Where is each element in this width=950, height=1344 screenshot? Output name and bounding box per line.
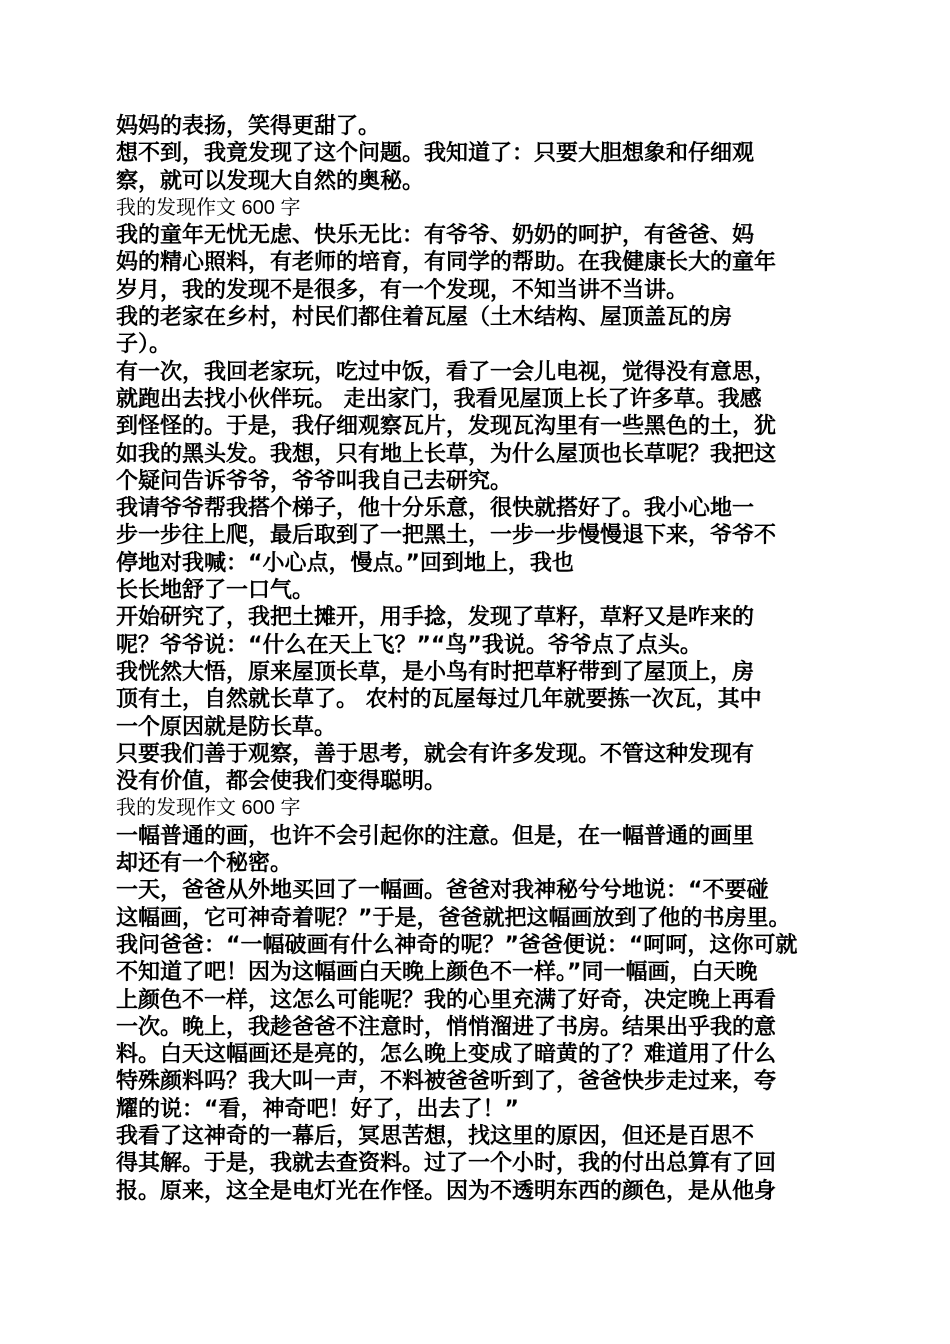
section-heading: 我的发现作文 600 字 bbox=[116, 797, 301, 820]
text-line: 开始研究了，我把土摊开，用手捻，发现了草籽，草籽又是咋来的 bbox=[116, 605, 755, 631]
text-line: 我请爷爷帮我搭个梯子，他十分乐意，很快就搭好了。我小心地一 bbox=[116, 496, 755, 522]
text-line: 一个原因就是防长草。 bbox=[116, 714, 337, 740]
text-line: 我的老家在乡村，村民们都住着瓦屋（土木结构、屋顶盖瓦的房 bbox=[116, 305, 733, 331]
text-line: 察，就可以发现大自然的奥秘。 bbox=[116, 168, 425, 194]
text-line: 步一步往上爬，最后取到了一把黑土，一步一步慢慢退下来，爷爷不 bbox=[116, 523, 777, 549]
text-line: 停地对我喊：“小心点，慢点。”回到地上，我也 bbox=[116, 550, 574, 576]
text-line: 岁月，我的发现不是很多，有一个发现，不知当讲不当讲。 bbox=[116, 277, 689, 303]
text-line: 如我的黑头发。我想，只有地上长草，为什么屋顶也长草呢？我把这 bbox=[116, 441, 777, 467]
text-line: 到怪怪的。于是，我仔细观察瓦片，发现瓦沟里有一些黑色的土，犹 bbox=[116, 414, 777, 440]
text-line: 妈妈的表扬，笑得更甜了。 bbox=[116, 114, 381, 139]
text-line: 个疑问告诉爷爷，爷爷叫我自己去研究。 bbox=[116, 468, 513, 494]
text-line: 顶有土，自然就长草了。 农村的瓦屋每过几年就要拣一次瓦，其中 bbox=[116, 687, 762, 713]
text-line: 不知道了吧！因为这幅画白天晚上颜色不一样。”同一幅画，白天晚 bbox=[116, 960, 758, 986]
text-line: 呢？爷爷说：“什么在天上飞？”“鸟”我说。爷爷点了点头。 bbox=[116, 632, 702, 658]
section-heading: 我的发现作文 600 字 bbox=[116, 196, 301, 219]
text-line: 这幅画，它可神奇着呢？”于是，爸爸就把这幅画放到了他的书房里。 bbox=[116, 905, 791, 931]
text-line: 子）。 bbox=[116, 332, 172, 358]
text-line: 耀的说：“看，神奇吧！好了，出去了！” bbox=[116, 1096, 519, 1122]
text-line: 想不到，我竟发现了这个问题。我知道了：只要大胆想象和仔细观 bbox=[116, 141, 755, 167]
text-line: 有一次，我回老家玩，吃过中饭，看了一会儿电视，觉得没有意思， bbox=[116, 359, 777, 385]
text-line: 报。原来，这全是电灯光在作怪。因为不透明东西的颜色，是从他身 bbox=[116, 1178, 777, 1204]
text-line: 一次。晚上，我趁爸爸不注意时，悄悄溜进了书房。结果出乎我的意 bbox=[116, 1014, 777, 1040]
text-line: 就跑出去找小伙伴玩。 走出家门，我看见屋顶上长了许多草。我感 bbox=[116, 386, 762, 412]
text-line: 上颜色不一样，这怎么可能呢？我的心里充满了好奇，决定晚上再看 bbox=[116, 987, 777, 1013]
text-line: 我恍然大悟，原来屋顶长草，是小鸟有时把草籽带到了屋顶上，房 bbox=[116, 659, 755, 685]
text-line: 没有价值，都会使我们变得聪明。 bbox=[116, 769, 447, 795]
document-page bbox=[116, 113, 838, 1205]
text-line: 只要我们善于观察，善于思考，就会有许多发现。不管这种发现有 bbox=[116, 741, 755, 767]
text-line: 我的童年无忧无虑、快乐无比：有爷爷、奶奶的呵护，有爸爸、妈 bbox=[116, 223, 755, 249]
text-line: 一天，爸爸从外地买回了一幅画。爸爸对我神秘兮兮地说：“不要碰 bbox=[116, 878, 769, 904]
text-line: 特殊颜料吗？我大叫一声，不料被爸爸听到了，爸爸快步走过来，夸 bbox=[116, 1069, 777, 1095]
text-line: 料。白天这幅画还是亮的，怎么晚上变成了暗黄的了？难道用了什么 bbox=[116, 1042, 777, 1068]
text-line: 我问爸爸：“一幅破画有什么神奇的呢？”爸爸便说：“呵呵，这你可就 bbox=[116, 932, 798, 958]
text-line: 长长地舒了一口气。 bbox=[116, 578, 315, 604]
text-line: 一幅普通的画，也许不会引起你的注意。但是，在一幅普通的画里 bbox=[116, 823, 755, 849]
text-line: 我看了这神奇的一幕后，冥思苦想，找这里的原因，但还是百思不 bbox=[116, 1123, 755, 1149]
text-line: 得其解。于是，我就去查资料。过了一个小时，我的付出总算有了回 bbox=[116, 1151, 777, 1177]
text-line: 却还有一个秘密。 bbox=[116, 851, 293, 877]
text-line: 妈的精心照料，有老师的培育，有同学的帮助。在我健康长大的童年 bbox=[116, 250, 777, 276]
